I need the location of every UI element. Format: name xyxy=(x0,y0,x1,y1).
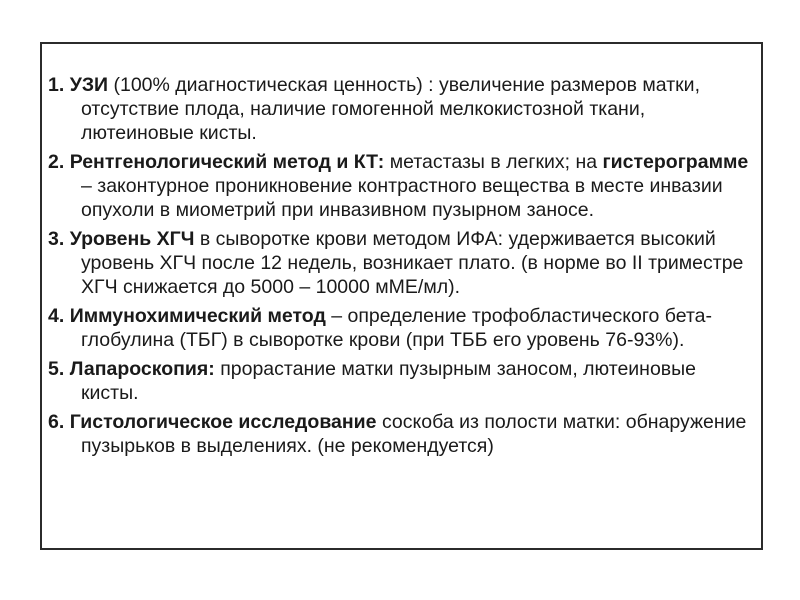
item-text: метастазы в легких; на xyxy=(384,151,603,173)
item-number: 6. xyxy=(48,411,65,433)
item-text: – законтурное проникновение контрастного вещества в месте инвазии опухоли в миометрий при инвазивном пузырном заносе. xyxy=(81,175,723,221)
list-item-6 xyxy=(48,410,758,458)
item-text: в сыворотке крови методом ИФА: удерживается высокий уровень ХГЧ после 12 недель, возникает плато. (в норме во II триместре ХГЧ снижается до 5000 – 10000 мМЕ/мл). xyxy=(81,228,744,298)
list-item-2 xyxy=(48,150,758,222)
item-number: 5. xyxy=(48,358,65,380)
item-number: 2. xyxy=(48,151,65,173)
item-number: 3. xyxy=(48,228,65,250)
item-heading: Рентгенологический метод и КТ: xyxy=(69,151,385,173)
item-text: – определение трофобластического бета-глобулина (ТБГ) в сыворотке крови (при ТББ его уровень 76-93%). xyxy=(81,305,713,351)
item-number: 4. xyxy=(48,305,65,327)
item-heading: Гистологическое исследование xyxy=(69,411,377,433)
item-heading: Иммунохимический метод xyxy=(69,305,326,327)
item-heading: Лапароскопия: xyxy=(69,358,215,380)
list-item-1 xyxy=(48,73,758,145)
item-heading: УЗИ xyxy=(69,74,109,96)
item-number: 1. xyxy=(48,74,65,96)
list-item-4 xyxy=(48,304,758,352)
item-text: соскоба из полости матки: обнаружение пузырьков в выделениях. (не рекомендуется) xyxy=(81,411,747,457)
list-item-5 xyxy=(48,357,758,405)
diagnostics-list xyxy=(48,73,758,463)
list-item-3 xyxy=(48,227,758,299)
item-text: прорастание матки пузырным заносом, лютеиновые кисты. xyxy=(81,358,697,404)
item-text: (100% диагностическая ценность) : увеличение размеров матки, отсутствие плода, наличие гомогенной мелкокистозной ткани, лютеиновые кисты. xyxy=(81,74,700,144)
item-subheading: гистерограмме xyxy=(602,151,749,173)
item-heading: Уровень ХГЧ xyxy=(69,228,195,250)
